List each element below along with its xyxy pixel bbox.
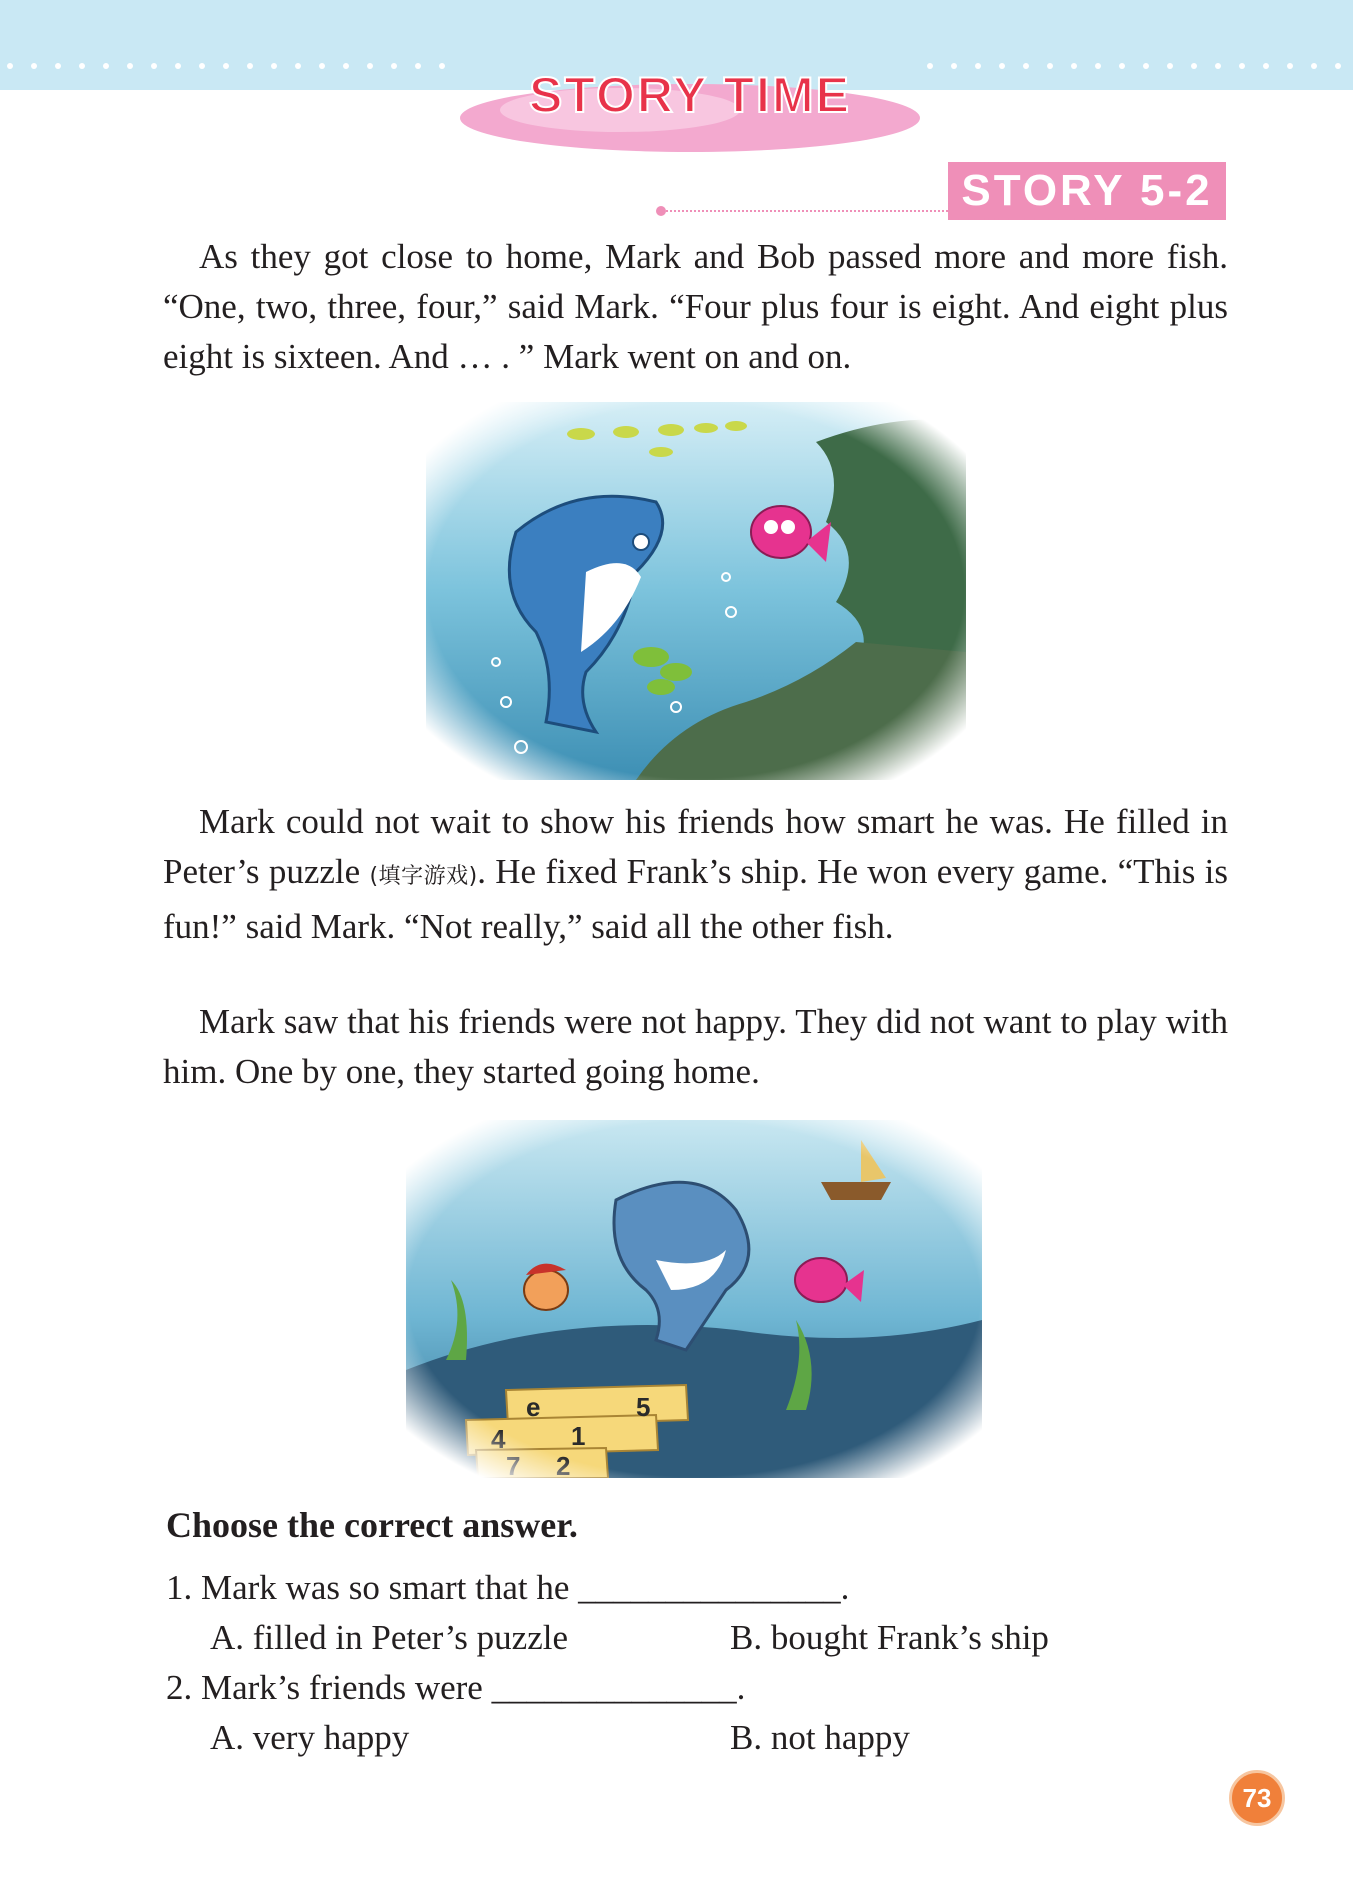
paragraph-2-text-b: . He fixed Frank’s ship. He won every game. “This is fun!” said Mark. “Not really,” said all the other fish.	[163, 852, 1229, 946]
story-number-tag	[948, 162, 1226, 220]
chinese-gloss: (填字游戏)	[369, 864, 478, 889]
banner-title: STORY TIME	[529, 67, 851, 123]
question-2-option-b: B. not happy	[730, 1718, 910, 1757]
question-2: 2. Mark’s friends were ______________.	[166, 1668, 746, 1707]
question-1: 1. Mark was so smart that he _______________.	[166, 1568, 850, 1607]
paragraph-1-text: As they got close to home, Mark and Bob passed more and more fish. “One, two, three, four,” said Mark. “Four plus four is eight. And eight plus eight is sixteen. And … . ” Mark went on and on.	[163, 237, 1228, 376]
tag-dotted-line	[662, 210, 948, 212]
quiz-heading: Choose the correct answer.	[166, 1505, 578, 1545]
illustration-puzzle-scene	[406, 1120, 982, 1478]
story-paragraph-1	[163, 232, 1228, 382]
paragraph-2-text-a: Mark could not wait to show his friends how smart he was. He filled in Peter’s puzzle	[163, 802, 1228, 891]
question-1-option-a: A. filled in Peter’s puzzle	[210, 1618, 568, 1657]
question-2-option-a: A. very happy	[210, 1718, 410, 1757]
page-number-badge	[1229, 1770, 1285, 1826]
page-number: 73	[1242, 1783, 1272, 1813]
paragraph-3-text: Mark saw that his friends were not happy. They did not want to play with him. One by one, they started going home.	[163, 1002, 1228, 1091]
story-label: STORY 5-2	[961, 166, 1213, 215]
illustration-shark-and-fish	[426, 402, 966, 780]
story-time-banner	[450, 60, 930, 160]
story-paragraph-2	[163, 797, 1228, 952]
story-paragraph-3	[163, 997, 1228, 1097]
question-1-option-b: B. bought Frank’s ship	[730, 1618, 1049, 1657]
